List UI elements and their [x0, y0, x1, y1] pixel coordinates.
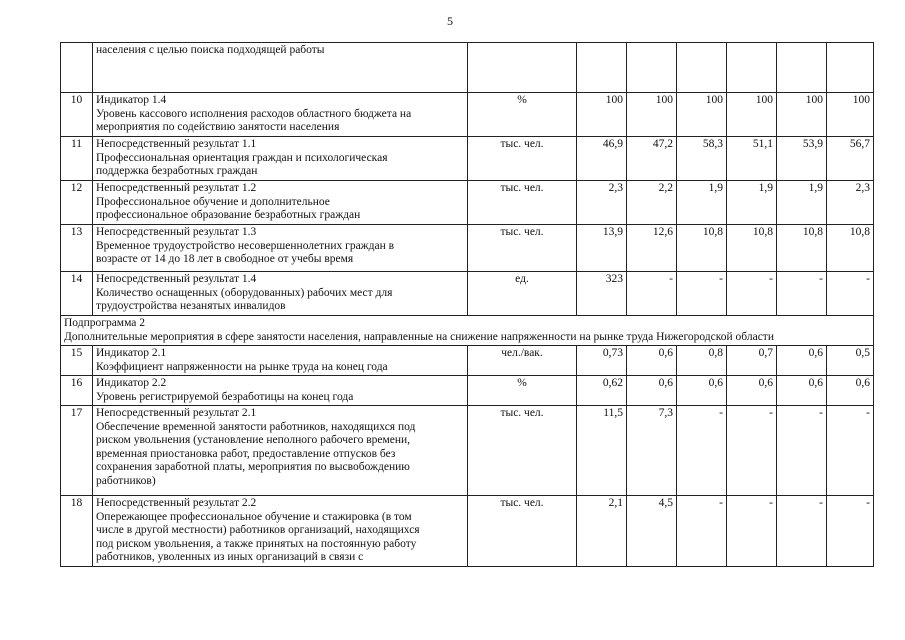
description-line: Индикатор 2.1	[96, 347, 167, 359]
description-line: Непосредственный результат 1.2	[96, 182, 257, 194]
value-cell: 0,5	[827, 346, 874, 376]
unit-cell	[468, 43, 577, 93]
value-cell: -	[627, 272, 677, 316]
value-cell: -	[727, 272, 777, 316]
value-cell: 100	[727, 93, 777, 137]
page-number: 5	[447, 14, 453, 28]
value-cell	[827, 43, 874, 93]
value-cell: -	[777, 406, 827, 496]
value-cell: 2,3	[827, 181, 874, 225]
value-cell: -	[827, 272, 874, 316]
value-cell: 10,8	[727, 225, 777, 272]
value-cell: 100	[827, 93, 874, 137]
table-row	[61, 225, 874, 272]
value-cell: 100	[627, 93, 677, 137]
value-cell	[627, 43, 677, 93]
description-line: работников, уволенных из иных организаций в связи с	[96, 551, 364, 563]
value-cell: 0,73	[577, 346, 627, 376]
value-cell: 1,9	[777, 181, 827, 225]
description-line: поддержка безработных граждан	[96, 165, 258, 177]
value-cell: 0,6	[627, 376, 677, 406]
value-cell: 4,5	[627, 496, 677, 567]
table-row	[61, 406, 874, 496]
value-cell: 7,3	[627, 406, 677, 496]
unit-cell: тыс. чел.	[468, 406, 577, 496]
value-cell: 11,5	[577, 406, 627, 496]
value-cell: 0,6	[627, 346, 677, 376]
value-cell: 100	[677, 93, 727, 137]
description-line: Уровень кассового исполнения расходов областного бюджета на	[96, 107, 412, 120]
value-cell: 12,6	[627, 225, 677, 272]
description-line: риском увольнения (установление неполного рабочего времени,	[96, 434, 411, 446]
value-cell	[777, 43, 827, 93]
value-cell: 100	[777, 93, 827, 137]
row-number: 10	[61, 93, 93, 137]
description-line: Коэффициент напряженности на рынке труда на конец года	[96, 360, 388, 373]
value-cell: 56,7	[827, 137, 874, 181]
value-cell: -	[727, 496, 777, 567]
value-cell	[577, 43, 627, 93]
value-cell: -	[727, 406, 777, 496]
description-line: работников)	[96, 474, 156, 487]
value-cell: 2,2	[627, 181, 677, 225]
row-number: 13	[61, 225, 93, 272]
value-cell: 13,9	[577, 225, 627, 272]
value-cell: 46,9	[577, 137, 627, 181]
value-cell: 100	[577, 93, 627, 137]
value-cell	[727, 43, 777, 93]
description-line: Профессиональное обучение и дополнительное	[96, 195, 330, 208]
description-line: населения с целью поиска подходящей работы	[96, 44, 325, 56]
description-line: сохранения заработной платы, мероприятия по высвобождению	[96, 461, 410, 473]
description-line: мероприятия по содействию занятости населения	[96, 121, 340, 133]
indicator-description	[93, 93, 468, 137]
value-cell: -	[677, 496, 727, 567]
indicator-description	[93, 496, 468, 567]
description-line: Уровень регистрируемой безработицы на конец года	[96, 390, 354, 403]
table-row	[61, 181, 874, 225]
description-line: Непосредственный результат 1.1	[96, 138, 257, 150]
unit-cell: тыс. чел.	[468, 225, 577, 272]
section-line: Подпрограмма 2	[64, 317, 146, 329]
value-cell: 10,8	[677, 225, 727, 272]
value-cell: -	[827, 406, 874, 496]
description-line: Количество оснащенных (оборудованных) рабочих мест для	[96, 286, 393, 299]
description-line: числе в другой местности) работников организаций, находящихся	[96, 524, 420, 536]
description-line: возрасте от 14 до 18 лет в свободное от учебы время	[96, 253, 354, 265]
value-cell: -	[827, 496, 874, 567]
value-cell: 2,1	[577, 496, 627, 567]
section-cell	[61, 316, 874, 346]
value-cell: 58,3	[677, 137, 727, 181]
value-cell: -	[677, 406, 727, 496]
value-cell: 0,7	[727, 346, 777, 376]
table-row	[61, 346, 874, 376]
unit-cell: тыс. чел.	[468, 496, 577, 567]
indicator-description	[93, 181, 468, 225]
value-cell: -	[777, 496, 827, 567]
description-line: Непосредственный результат 1.4	[96, 273, 257, 285]
unit-cell: %	[468, 376, 577, 406]
value-cell: 0,6	[677, 376, 727, 406]
value-cell: 10,8	[827, 225, 874, 272]
value-cell: 323	[577, 272, 627, 316]
value-cell	[677, 43, 727, 93]
value-cell: 47,2	[627, 137, 677, 181]
value-cell: 10,8	[777, 225, 827, 272]
indicators-table	[60, 42, 874, 567]
description-line: Непосредственный результат 2.2	[96, 497, 257, 509]
table-row	[61, 93, 874, 137]
value-cell: 0,6	[777, 376, 827, 406]
row-number: 14	[61, 272, 93, 316]
table-row	[61, 272, 874, 316]
description-line: Непосредственный результат 2.1	[96, 407, 257, 419]
unit-cell: тыс. чел.	[468, 137, 577, 181]
unit-cell: чел./вак.	[468, 346, 577, 376]
value-cell: 1,9	[727, 181, 777, 225]
description-line: трудоустройства незанятых инвалидов	[96, 300, 286, 312]
row-number: 11	[61, 137, 93, 181]
value-cell: 53,9	[777, 137, 827, 181]
row-number: 17	[61, 406, 93, 496]
description-line: Опережающее профессиональное обучение и стажировка (в том	[96, 510, 412, 523]
unit-cell: ед.	[468, 272, 577, 316]
section-row	[61, 316, 874, 346]
table-row	[61, 496, 874, 567]
description-line: Индикатор 1.4	[96, 94, 167, 106]
description-line: Непосредственный результат 1.3	[96, 226, 257, 238]
description-line: Обеспечение временной занятости работников, находящихся под	[96, 420, 416, 433]
value-cell: 2,3	[577, 181, 627, 225]
indicator-description	[93, 406, 468, 496]
indicator-description	[93, 376, 468, 406]
indicator-description	[93, 272, 468, 316]
value-cell: 0,62	[577, 376, 627, 406]
row-number: 18	[61, 496, 93, 567]
description-line: Профессиональная ориентация граждан и психологическая	[96, 151, 388, 164]
unit-cell: %	[468, 93, 577, 137]
description-line: Индикатор 2.2	[96, 377, 167, 389]
row-number: 16	[61, 376, 93, 406]
row-number: 12	[61, 181, 93, 225]
value-cell: -	[677, 272, 727, 316]
description-line: Временное трудоустройство несовершеннолетних граждан в	[96, 239, 395, 252]
value-cell: -	[777, 272, 827, 316]
value-cell: 0,6	[727, 376, 777, 406]
indicator-description	[93, 346, 468, 376]
unit-cell: тыс. чел.	[468, 181, 577, 225]
value-cell: 0,8	[677, 346, 727, 376]
table-row	[61, 43, 874, 93]
row-number: 15	[61, 346, 93, 376]
value-cell: 1,9	[677, 181, 727, 225]
table-row	[61, 137, 874, 181]
section-line: Дополнительные мероприятия в сфере занятости населения, направленные на снижение напряженности на рынке труда Нижегородской области	[64, 330, 774, 343]
indicator-description	[93, 43, 468, 93]
indicator-description	[93, 225, 468, 272]
row-number	[61, 43, 93, 93]
description-line: временная приостановка работ, предоставление отпусков без	[96, 447, 396, 460]
value-cell: 0,6	[777, 346, 827, 376]
description-line: под риском увольнения, а также принятых на постоянную работу	[96, 537, 417, 550]
description-line: профессиональное образование безработных граждан	[96, 209, 361, 221]
indicator-description	[93, 137, 468, 181]
value-cell: 51,1	[727, 137, 777, 181]
table-row	[61, 376, 874, 406]
value-cell: 0,6	[827, 376, 874, 406]
